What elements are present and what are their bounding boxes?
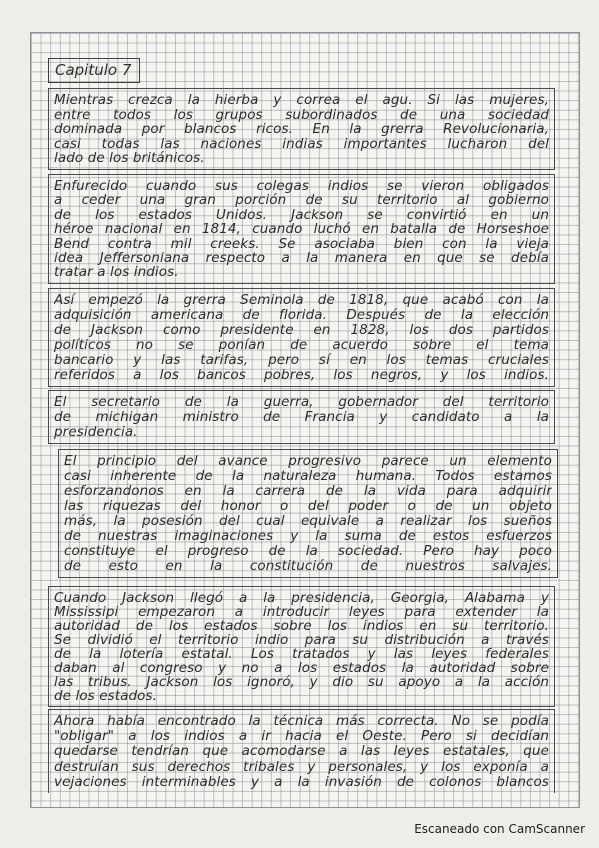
text-line: destruían sus derechos tribales y personales, y los exponía a [54, 759, 549, 775]
text-line: políticos no se ponían de acuerdo sobre el tema [54, 338, 549, 353]
text-line: adquisición americana de florida. Después de la elección [54, 308, 549, 323]
text-line: autoridad de los estados sobre los indios en su territorio. [54, 619, 549, 633]
paragraph-7 [48, 709, 555, 793]
text-line: daban al congreso y no a los estados la autoridad sobre [54, 661, 549, 675]
text-line: Mientras crezca la hierba y correa el agu. Si las mujeres, [54, 93, 549, 108]
paragraph-1 [48, 88, 555, 170]
text-line: Enfurecido cuando sus colegas indios se vieron obligados [54, 179, 549, 194]
text-line: presidencia. [54, 425, 138, 440]
paragraph-3 [48, 288, 555, 387]
paragraph-4 [48, 390, 555, 444]
text-line: de los estados Unidos. Jackson se convirtió en un [54, 207, 549, 223]
paragraph-5-quote [58, 449, 558, 578]
text-line: Así empezó la grerra Seminola de 1818, que acabó con la [54, 293, 549, 308]
text-line: más, la posesión del cual equivale a realizar los sueños [64, 514, 552, 529]
text-line: esforzandonos en la carrera de la vida para adquirir [64, 484, 552, 499]
text-line: a ceder una gran porción de su territorio al gobierno [54, 193, 549, 208]
text-line: casi todas las naciones indias importantes lucharon del [54, 136, 549, 151]
text-line: tratar a los indios. [54, 265, 179, 280]
text-line: vejaciones interminables y a la invasión de colonos blancos [54, 774, 549, 790]
text-line: héroe nacional en 1814, cuando luchó en batalla de Horseshoe [54, 222, 549, 237]
paragraph-2 [48, 174, 555, 284]
text-line: entre todos los grupos subordinados de una sociedad [54, 107, 549, 122]
text-line: de esto en la constitución de nuestros salvajes. [64, 559, 552, 574]
text-line: de la lotería estatal. Los tratados y las leyes federales [54, 647, 549, 661]
text-line: casi inherente de la naturaleza humana. Todos estamos [64, 469, 552, 484]
text-line: Bend contra mil creeks. Se asociaba bien con la vieja [54, 236, 549, 251]
text-line: las riquezas del honor o del poder o de un objeto [64, 499, 552, 514]
text-line: El secretario de la guerra, gobernador del territorio [54, 395, 549, 410]
text-line: Mississipi empezaron a introducir leyes para extender la [54, 605, 549, 619]
text-line: de nuestras imaginaciones y la suma de estos esfuerzos [64, 529, 552, 544]
text-line: El principio del avance progresivo parece un elemento [64, 454, 552, 469]
text-line: quedarse tendrían que acomodarse a las leyes estatales, que [54, 744, 549, 760]
text-line: Se dividió el territorio indio para su distribución a través [54, 633, 549, 647]
text-line: de los estados. [54, 689, 158, 703]
text-line: de Jackson como presidente en 1828, los dos partidos [54, 323, 549, 338]
paragraph-6 [48, 586, 555, 707]
scanner-watermark: Escaneado con CamScanner [414, 822, 585, 836]
text-line: Ahora había encontrado la técnica más correcta. No se podía [54, 714, 549, 729]
text-line: de michigan ministro de Francia y candidato a la [54, 410, 549, 425]
text-line: lado de los británicos. [54, 151, 205, 166]
text-line: las tribus. Jackson los ignoró, y dio su apoyo a la acción [54, 675, 549, 689]
text-line: constituye el progreso de la sociedad. Pero hay poco [64, 544, 552, 559]
text-line: "obligar" a los indios a ir hacia el Oeste. Pero si decidían [54, 729, 549, 745]
chapter-title: Capitulo 7 [48, 58, 140, 83]
text-line: dominada por blancos ricos. En la grerra Revolucionaria, [54, 122, 549, 137]
text-line: Cuando Jackson llegó a la presidencia, Georgia, Alabama y [54, 591, 549, 605]
text-line: bancario y las tarifas, pero sí en los temas cruciales [54, 353, 549, 368]
text-line: referidos a los bancos pobres, los negros, y los indios. [54, 368, 549, 383]
text-line: idea Jeffersoniana respecto a la manera en que se debía [54, 250, 549, 266]
